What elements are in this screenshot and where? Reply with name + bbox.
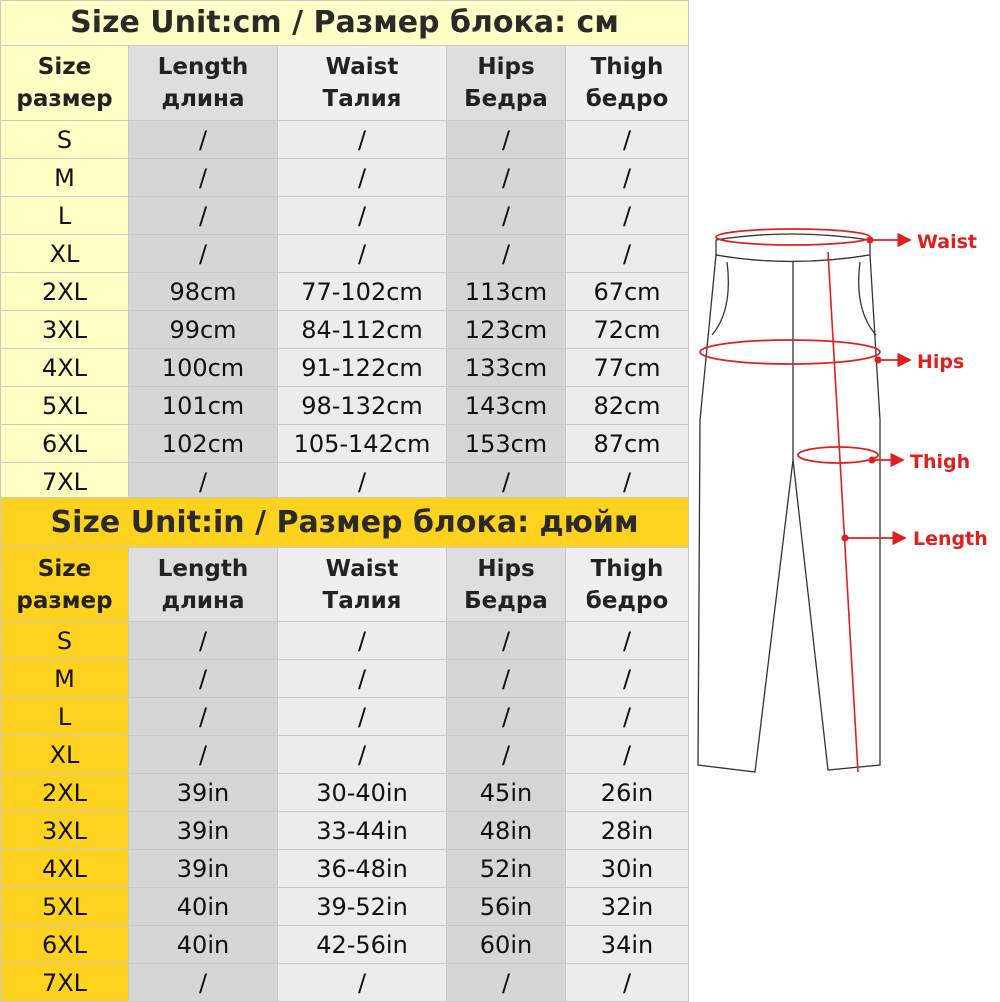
cell-thigh: / bbox=[566, 463, 689, 501]
cell-waist: / bbox=[278, 622, 447, 660]
header-thigh: Thigh бедро bbox=[566, 548, 689, 622]
cell-thigh: / bbox=[566, 622, 689, 660]
cell-waist: 30-40in bbox=[278, 774, 447, 812]
cell-thigh: 26in bbox=[566, 774, 689, 812]
size-table-in bbox=[0, 497, 689, 1002]
length-label: Length bbox=[913, 528, 988, 550]
cell-waist: 84-112cm bbox=[278, 311, 447, 349]
size-table-cm bbox=[0, 0, 689, 501]
cell-thigh: / bbox=[566, 159, 689, 197]
cell-hips: 113cm bbox=[447, 273, 566, 311]
cell-waist: / bbox=[278, 660, 447, 698]
header-row bbox=[1, 548, 689, 622]
cell-size: 4XL bbox=[1, 349, 129, 387]
header-thigh: Thigh бедро bbox=[566, 46, 689, 121]
cell-waist: / bbox=[278, 463, 447, 501]
table-row bbox=[1, 425, 689, 463]
table-title-row bbox=[1, 498, 689, 548]
cell-length: 98cm bbox=[129, 273, 278, 311]
header-waist: Waist Талия bbox=[278, 548, 447, 622]
cell-size: 7XL bbox=[1, 463, 129, 501]
table-row bbox=[1, 850, 689, 888]
cell-waist: / bbox=[278, 197, 447, 235]
cell-thigh: 30in bbox=[566, 850, 689, 888]
cell-thigh: / bbox=[566, 964, 689, 1002]
cell-hips: 48in bbox=[447, 812, 566, 850]
cell-hips: 123cm bbox=[447, 311, 566, 349]
header-size: Size размер bbox=[1, 548, 129, 622]
cell-thigh: / bbox=[566, 698, 689, 736]
cell-hips: / bbox=[447, 121, 566, 159]
cell-hips: 52in bbox=[447, 850, 566, 888]
cell-length: 39in bbox=[129, 850, 278, 888]
cell-thigh: / bbox=[566, 736, 689, 774]
cell-length: / bbox=[129, 159, 278, 197]
table-title: Size Unit:cm / Размер блока: см bbox=[1, 1, 689, 46]
cell-length: / bbox=[129, 736, 278, 774]
cell-waist: / bbox=[278, 698, 447, 736]
cell-size: M bbox=[1, 159, 129, 197]
cell-length: / bbox=[129, 622, 278, 660]
cell-thigh: 72cm bbox=[566, 311, 689, 349]
cell-waist: 39-52in bbox=[278, 888, 447, 926]
cell-length: 100cm bbox=[129, 349, 278, 387]
cell-thigh: 82cm bbox=[566, 387, 689, 425]
table-row bbox=[1, 311, 689, 349]
cell-hips: 153cm bbox=[447, 425, 566, 463]
table-row bbox=[1, 197, 689, 235]
cell-size: 3XL bbox=[1, 311, 129, 349]
cell-length: / bbox=[129, 698, 278, 736]
cell-length: 99cm bbox=[129, 311, 278, 349]
cell-length: / bbox=[129, 235, 278, 273]
table-row bbox=[1, 660, 689, 698]
cell-waist: / bbox=[278, 235, 447, 273]
hips-label: Hips bbox=[917, 351, 965, 373]
table-row bbox=[1, 888, 689, 926]
cell-length: 102cm bbox=[129, 425, 278, 463]
table-row bbox=[1, 812, 689, 850]
cell-size: L bbox=[1, 698, 129, 736]
cell-hips: 60in bbox=[447, 926, 566, 964]
cell-thigh: / bbox=[566, 660, 689, 698]
cell-hips: 143cm bbox=[447, 387, 566, 425]
table-row bbox=[1, 698, 689, 736]
table-row bbox=[1, 774, 689, 812]
cell-length: / bbox=[129, 197, 278, 235]
cell-thigh: 67cm bbox=[566, 273, 689, 311]
cell-length: 40in bbox=[129, 888, 278, 926]
table-row bbox=[1, 349, 689, 387]
table-row bbox=[1, 463, 689, 501]
cell-size: L bbox=[1, 197, 129, 235]
header-waist: Waist Талия bbox=[278, 46, 447, 121]
header-length: Length длина bbox=[129, 46, 278, 121]
waist-label: Waist bbox=[917, 231, 978, 253]
table-title: Size Unit:in / Размер блока: дюйм bbox=[1, 498, 689, 548]
cell-thigh: / bbox=[566, 121, 689, 159]
cell-size: 2XL bbox=[1, 774, 129, 812]
cell-length: 39in bbox=[129, 812, 278, 850]
cell-thigh: 34in bbox=[566, 926, 689, 964]
cell-waist: / bbox=[278, 736, 447, 774]
cell-hips: / bbox=[447, 622, 566, 660]
cell-hips: 56in bbox=[447, 888, 566, 926]
cell-length: / bbox=[129, 463, 278, 501]
table-row bbox=[1, 159, 689, 197]
cell-thigh: 87cm bbox=[566, 425, 689, 463]
cell-hips: / bbox=[447, 463, 566, 501]
table-row bbox=[1, 926, 689, 964]
table-row bbox=[1, 387, 689, 425]
cell-waist: 36-48in bbox=[278, 850, 447, 888]
table-row bbox=[1, 121, 689, 159]
cell-waist: 77-102cm bbox=[278, 273, 447, 311]
cell-length: 39in bbox=[129, 774, 278, 812]
header-length: Length длина bbox=[129, 548, 278, 622]
table-row bbox=[1, 736, 689, 774]
cell-size: 5XL bbox=[1, 888, 129, 926]
cell-waist: / bbox=[278, 159, 447, 197]
cell-thigh: 32in bbox=[566, 888, 689, 926]
cell-thigh: 28in bbox=[566, 812, 689, 850]
cell-hips: / bbox=[447, 197, 566, 235]
cell-size: XL bbox=[1, 235, 129, 273]
cell-hips: / bbox=[447, 736, 566, 774]
cell-hips: 133cm bbox=[447, 349, 566, 387]
cell-size: 3XL bbox=[1, 812, 129, 850]
cell-size: 6XL bbox=[1, 425, 129, 463]
cell-waist: 98-132cm bbox=[278, 387, 447, 425]
cell-size: 5XL bbox=[1, 387, 129, 425]
cell-hips: / bbox=[447, 660, 566, 698]
cell-size: 6XL bbox=[1, 926, 129, 964]
cell-length: / bbox=[129, 660, 278, 698]
table-row bbox=[1, 235, 689, 273]
cell-size: 4XL bbox=[1, 850, 129, 888]
cell-thigh: / bbox=[566, 197, 689, 235]
cell-size: S bbox=[1, 622, 129, 660]
header-row bbox=[1, 46, 689, 121]
cell-hips: / bbox=[447, 235, 566, 273]
cell-waist: 105-142cm bbox=[278, 425, 447, 463]
table-row bbox=[1, 964, 689, 1002]
cell-size: XL bbox=[1, 736, 129, 774]
cell-size: 7XL bbox=[1, 964, 129, 1002]
cell-hips: 45in bbox=[447, 774, 566, 812]
cell-hips: / bbox=[447, 964, 566, 1002]
cell-length: 40in bbox=[129, 926, 278, 964]
cell-waist: / bbox=[278, 121, 447, 159]
cell-length: 101cm bbox=[129, 387, 278, 425]
cell-waist: 42-56in bbox=[278, 926, 447, 964]
table-row bbox=[1, 273, 689, 311]
cell-hips: / bbox=[447, 698, 566, 736]
cell-waist: / bbox=[278, 964, 447, 1002]
cell-waist: 33-44in bbox=[278, 812, 447, 850]
header-hips: Hips Бедра bbox=[447, 548, 566, 622]
header-size: Size размер bbox=[1, 46, 129, 121]
cell-thigh: / bbox=[566, 235, 689, 273]
thigh-label: Thigh bbox=[910, 451, 971, 473]
cell-size: S bbox=[1, 121, 129, 159]
table-row bbox=[1, 622, 689, 660]
cell-size: M bbox=[1, 660, 129, 698]
header-hips: Hips Бедра bbox=[447, 46, 566, 121]
cell-length: / bbox=[129, 121, 278, 159]
cell-size: 2XL bbox=[1, 273, 129, 311]
table-title-row bbox=[1, 1, 689, 46]
cell-waist: 91-122cm bbox=[278, 349, 447, 387]
cell-hips: / bbox=[447, 159, 566, 197]
cell-thigh: 77cm bbox=[566, 349, 689, 387]
cell-length: / bbox=[129, 964, 278, 1002]
pants-measurement-diagram bbox=[688, 0, 1000, 1000]
